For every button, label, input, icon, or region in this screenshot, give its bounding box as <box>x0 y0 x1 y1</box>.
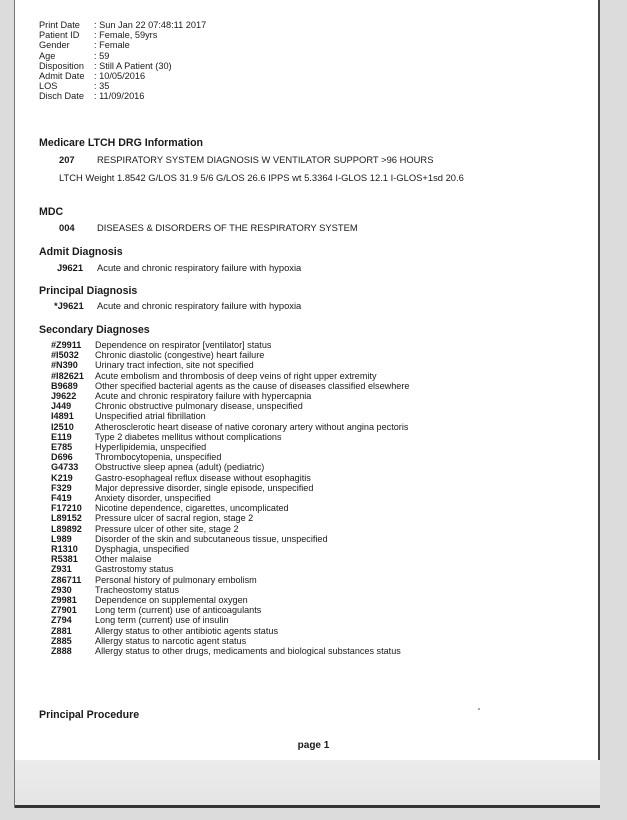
principal-diagnosis-code: *J9621 <box>54 300 84 311</box>
secondary-diagnoses-title: Secondary Diagnoses <box>39 324 150 336</box>
header-value: : 59 <box>94 50 110 61</box>
diagnosis-description: Dependence on respirator [ventilator] status <box>95 340 272 350</box>
principal-diagnosis-line <box>54 300 301 311</box>
header-row <box>39 51 206 61</box>
diagnosis-code: G4733 <box>51 462 79 473</box>
header-value: : Sun Jan 22 07:48:11 2017 <box>94 20 207 30</box>
page-edge <box>14 760 600 808</box>
diagnosis-code: J9622 <box>51 391 77 402</box>
drg-code: 207 <box>59 154 75 165</box>
header-row <box>39 40 206 50</box>
diagnosis-description: Dysphagia, unspecified <box>95 544 190 555</box>
diagnosis-code: I2510 <box>51 421 74 432</box>
admit-diagnosis-line <box>57 262 301 273</box>
diagnosis-code: B9689 <box>51 380 78 391</box>
principal-diagnosis-title: Principal Diagnosis <box>39 285 138 297</box>
diagnosis-row <box>51 442 409 452</box>
diagnosis-row <box>51 575 409 585</box>
diagnosis-description: Tracheostomy status <box>95 584 180 595</box>
diagnosis-row <box>51 605 409 615</box>
header-value: : Female <box>94 40 130 51</box>
diagnosis-code: E785 <box>51 442 73 453</box>
diagnosis-row <box>51 493 409 503</box>
header-label: Admit Date <box>39 71 85 82</box>
diagnosis-code: D696 <box>51 452 73 463</box>
mdc-description: DISEASES & DISORDERS OF THE RESPIRATORY SYSTEM <box>97 222 358 233</box>
header-label: Disch Date <box>39 91 84 102</box>
principal-procedure-title: Principal Procedure <box>39 709 140 721</box>
diagnosis-row <box>51 422 409 432</box>
diagnosis-code: Z9981 <box>51 595 77 606</box>
diagnosis-code: J449 <box>51 401 72 412</box>
diagnosis-code: L89152 <box>51 513 82 524</box>
diagnosis-code: Z881 <box>51 625 72 636</box>
diagnosis-description: Obstructive sleep apnea (adult) (pediatric) <box>95 462 265 473</box>
header-label: Gender <box>39 40 70 51</box>
header-label: Patient ID <box>39 30 80 41</box>
diagnosis-row <box>51 462 409 472</box>
header-value: : Still A Patient (30) <box>94 60 172 71</box>
diagnosis-code: Z86711 <box>51 574 82 585</box>
diagnosis-description: Urinary tract infection, site not specified <box>95 360 254 371</box>
diagnosis-description: Major depressive disorder, single episode, unspecified <box>95 482 314 493</box>
admit-diagnosis-title: Admit Diagnosis <box>39 246 123 258</box>
diagnosis-code: Z931 <box>51 564 72 575</box>
drg-weights: LTCH Weight 1.8542 G/LOS 31.9 5/6 G/LOS 26.6 IPPS wt 5.3364 I-GLOS 12.1 I-GLOS+1sd 20.6 <box>59 172 464 183</box>
diagnosis-row <box>51 371 409 381</box>
header-label: Print Date <box>39 20 80 30</box>
diagnosis-description: Personal history of pulmonary embolism <box>95 574 257 585</box>
diagnosis-row <box>51 360 409 370</box>
diagnosis-description: Unspecified atrial fibrillation <box>95 411 206 422</box>
diagnosis-description: Anxiety disorder, unspecified <box>95 493 211 504</box>
diagnosis-row <box>51 564 409 574</box>
diagnosis-description: Atherosclerotic heart disease of native coronary artery without angina pectoris <box>95 421 409 432</box>
diagnosis-row <box>51 595 409 605</box>
header-label: Age <box>39 50 56 61</box>
diagnosis-row <box>51 432 409 442</box>
scan-speck <box>478 708 480 710</box>
diagnosis-code: F329 <box>51 482 72 493</box>
header-value: : 35 <box>94 81 110 92</box>
diagnosis-row <box>51 391 409 401</box>
diagnosis-description: Type 2 diabetes mellitus without complications <box>95 431 282 442</box>
diagnosis-description: Thrombocytopenia, unspecified <box>95 452 222 463</box>
mdc-code: 004 <box>59 222 75 233</box>
diagnosis-description: Disorder of the skin and subcutaneous tissue, unspecified <box>95 533 328 544</box>
diagnosis-code: Z930 <box>51 584 72 595</box>
page-number: page 1 <box>297 740 330 751</box>
diagnosis-description: Other malaise <box>95 554 152 565</box>
diagnosis-code: E119 <box>51 431 72 442</box>
diagnosis-code: F17210 <box>51 503 82 514</box>
diagnosis-code: I4891 <box>51 411 74 422</box>
diagnosis-description: Allergy status to other drugs, medicaments and biological substances status <box>95 646 401 657</box>
header-row <box>39 20 206 30</box>
mdc-section-title: MDC <box>39 206 64 218</box>
diagnosis-description: Long term (current) use of anticoagulants <box>95 605 262 616</box>
diagnosis-description: Pressure ulcer of sacral region, stage 2 <box>95 513 254 524</box>
diagnosis-row <box>51 534 409 544</box>
diagnosis-code: #N390 <box>51 360 78 371</box>
diagnosis-row <box>51 513 409 523</box>
diagnosis-description: Gastrostomy status <box>95 564 174 575</box>
header-row <box>39 91 206 101</box>
header-label: LOS <box>39 81 58 92</box>
diagnosis-row <box>51 452 409 462</box>
diagnosis-code: Z885 <box>51 635 72 646</box>
diagnosis-row <box>51 636 409 646</box>
diagnosis-code: R5381 <box>51 554 78 565</box>
diagnosis-row <box>51 401 409 411</box>
mdc-line <box>59 222 358 233</box>
diagnosis-code: F419 <box>51 493 72 504</box>
header-row <box>39 71 206 81</box>
header-value: : Female, 59yrs <box>94 30 158 41</box>
diagnosis-description: Acute embolism and thrombosis of deep veins of right upper extremity <box>95 370 377 381</box>
diagnosis-code: Z794 <box>51 615 72 626</box>
diagnosis-code: R1310 <box>51 544 78 555</box>
diagnosis-row <box>51 544 409 554</box>
diagnosis-description: Gastro-esophageal reflux disease without esophagitis <box>95 472 311 483</box>
diagnosis-description: Chronic obstructive pulmonary disease, unspecified <box>95 401 303 412</box>
diagnosis-code: Z888 <box>51 646 72 657</box>
diagnosis-description: Other specified bacterial agents as the cause of diseases classified elsewhere <box>95 380 410 391</box>
header-row <box>39 30 206 40</box>
drg-code-line <box>59 154 433 165</box>
diagnosis-description: Long term (current) use of insulin <box>95 615 229 626</box>
diagnosis-code: L989 <box>51 533 72 544</box>
diagnosis-row <box>51 503 409 513</box>
diagnosis-description: Allergy status to narcotic agent status <box>95 635 247 646</box>
diagnosis-code: #I5032 <box>51 350 79 361</box>
diagnosis-code: #Z9911 <box>51 340 82 350</box>
principal-diagnosis-description: Acute and chronic respiratory failure with hypoxia <box>97 300 302 311</box>
diagnosis-row <box>51 483 409 493</box>
diagnosis-row <box>51 585 409 595</box>
diagnosis-code: L89892 <box>51 523 82 534</box>
diagnosis-row <box>51 350 409 360</box>
header-row <box>39 61 206 71</box>
patient-header <box>39 20 206 102</box>
header-row <box>39 81 206 91</box>
diagnosis-row <box>51 615 409 625</box>
diagnosis-row <box>51 524 409 534</box>
header-value: : 11/09/2016 <box>94 91 145 102</box>
diagnosis-description: Hyperlipidemia, unspecified <box>95 442 207 453</box>
diagnosis-description: Nicotine dependence, cigarettes, uncomplicated <box>95 503 289 514</box>
diagnosis-row <box>51 340 409 350</box>
diagnosis-description: Pressure ulcer of other site, stage 2 <box>95 523 239 534</box>
admit-diagnosis-code: J9621 <box>57 262 84 273</box>
secondary-diagnoses-list <box>51 340 409 656</box>
diagnosis-description: Allergy status to other antibiotic agents status <box>95 625 278 636</box>
diagnosis-row <box>51 626 409 636</box>
header-label: Disposition <box>39 60 84 71</box>
diagnosis-row <box>51 646 409 656</box>
drg-section-title: Medicare LTCH DRG Information <box>39 137 204 149</box>
diagnosis-row <box>51 473 409 483</box>
drg-description: RESPIRATORY SYSTEM DIAGNOSIS W VENTILATOR SUPPORT >96 HOURS <box>97 154 434 165</box>
diagnosis-row <box>51 411 409 421</box>
header-value: : 10/05/2016 <box>94 71 146 82</box>
diagnosis-row <box>51 381 409 391</box>
diagnosis-code: Z7901 <box>51 605 77 616</box>
diagnosis-description: Dependence on supplemental oxygen <box>95 595 248 606</box>
diagnosis-description: Chronic diastolic (congestive) heart failure <box>95 350 265 361</box>
diagnosis-code: #I82621 <box>51 370 84 381</box>
diagnosis-row <box>51 554 409 564</box>
diagnosis-description: Acute and chronic respiratory failure with hypercapnia <box>95 391 312 402</box>
admit-diagnosis-description: Acute and chronic respiratory failure with hypoxia <box>97 262 302 273</box>
diagnosis-code: K219 <box>51 472 73 483</box>
